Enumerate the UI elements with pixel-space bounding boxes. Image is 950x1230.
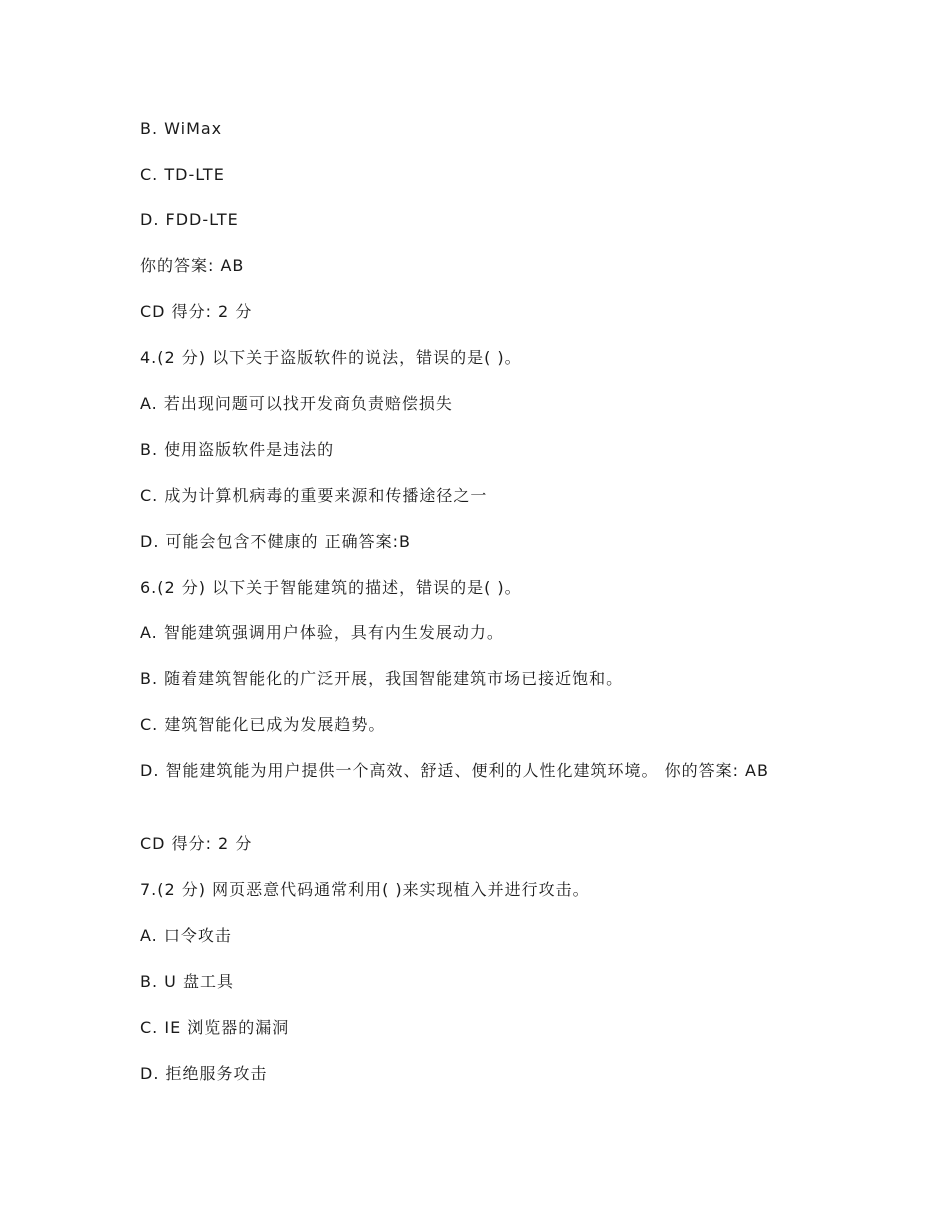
q4-option-a: A. 若出现问题可以找开发商负责赔偿损失 xyxy=(140,394,453,413)
score-line: CD 得分: 2 分 xyxy=(140,302,253,321)
q7-option-b: B. U 盘工具 xyxy=(140,972,234,991)
q7-option-c: C. IE 浏览器的漏洞 xyxy=(140,1018,290,1037)
your-answer: 你的答案: AB xyxy=(140,256,245,275)
q4-option-b: B. 使用盗版软件是违法的 xyxy=(140,440,335,459)
question-4: 4.(2 分) 以下关于盗版软件的说法，错误的是( )。 xyxy=(140,348,522,367)
question-6: 6.(2 分) 以下关于智能建筑的描述，错误的是( )。 xyxy=(140,578,522,597)
q6-option-c: C. 建筑智能化已成为发展趋势。 xyxy=(140,715,386,734)
q4-option-d-answer: D. 可能会包含不健康的 正确答案:B xyxy=(140,532,411,551)
option-c-td-lte: C. TD-LTE xyxy=(140,165,225,184)
question-7: 7.(2 分) 网页恶意代码通常利用( )来实现植入并进行攻击。 xyxy=(140,880,590,899)
q4-option-c: C. 成为计算机病毒的重要来源和传播途径之一 xyxy=(140,486,488,505)
option-b-wimax: B. WiMax xyxy=(140,119,223,138)
q6-score-line: CD 得分: 2 分 xyxy=(140,834,253,853)
q7-option-d: D. 拒绝服务攻击 xyxy=(140,1064,268,1083)
q7-option-a: A. 口令攻击 xyxy=(140,926,232,945)
option-d-fdd-lte: D. FDD-LTE xyxy=(140,210,239,229)
q6-option-d-answer: D. 智能建筑能为用户提供一个高效、舒适、便利的人性化建筑环境。 你的答案: AB xyxy=(140,761,769,780)
q6-option-b: B. 随着建筑智能化的广泛开展，我国智能建筑市场已接近饱和。 xyxy=(140,669,624,688)
q6-option-a: A. 智能建筑强调用户体验，具有内生发展动力。 xyxy=(140,623,504,642)
